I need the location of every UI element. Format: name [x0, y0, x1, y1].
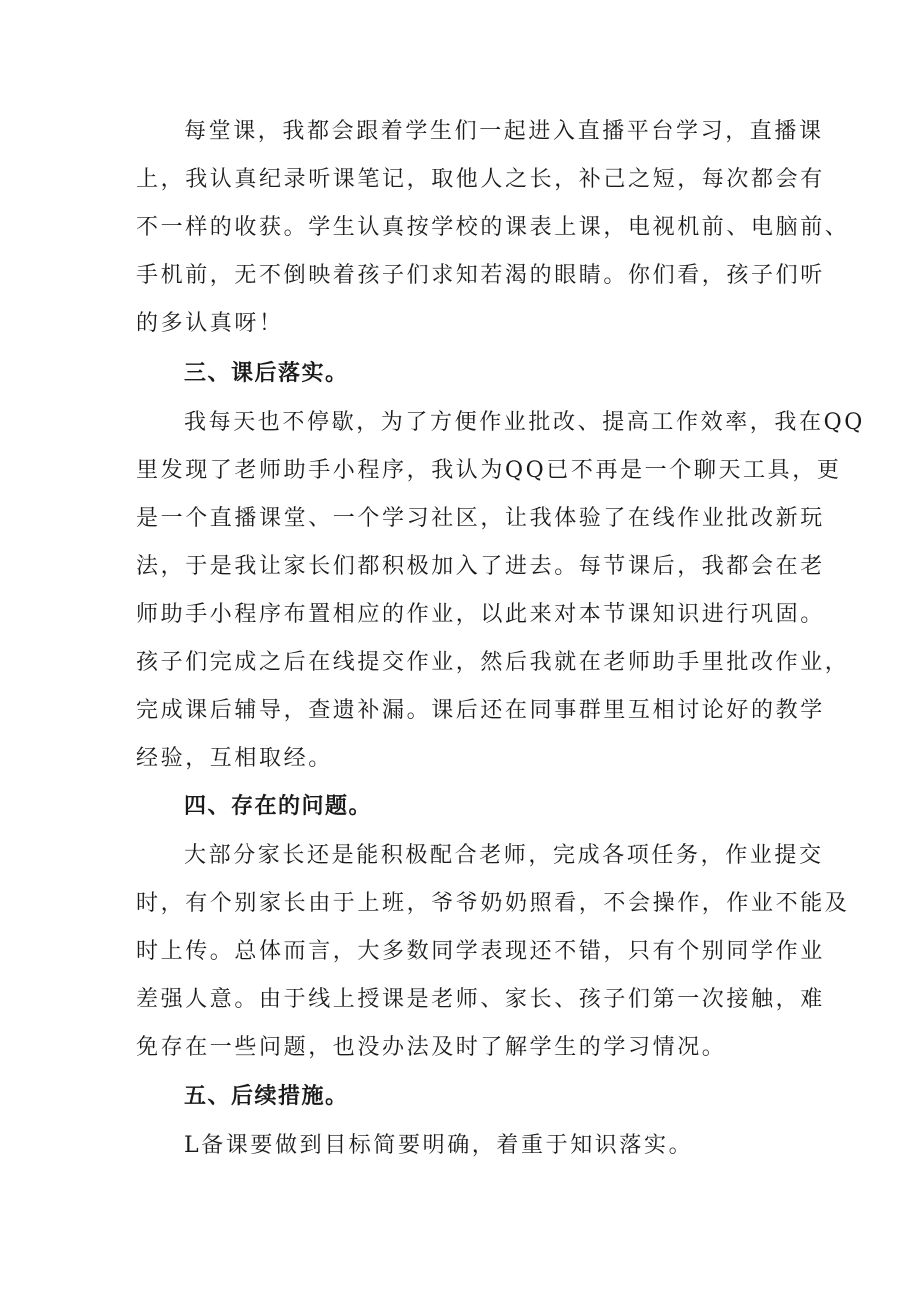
section-heading-4: 四、存在的问题。	[184, 794, 373, 819]
paragraph-line: 法，于是我让家长们都积极加入了进去。每节课后，我都会在老	[136, 554, 825, 579]
paragraph-line: 不一样的收获。学生认真按学校的课表上课，电视机前、电脑前、	[136, 215, 850, 240]
paragraph-line: 的多认真呀！	[136, 311, 284, 336]
paragraph-line: 经验，互相取经。	[136, 746, 333, 771]
paragraph-line: 是一个直播课堂、一个学习社区，让我体验了在线作业批改新玩	[136, 506, 825, 531]
paragraph-line: 孩子们完成之后在线提交作业，然后我就在老师助手里批改作业，	[136, 650, 850, 675]
paragraph-line: 免存在一些问题，也没办法及时了解学生的学习情况。	[136, 1035, 727, 1060]
paragraph-line: 时，有个别家长由于上班，爷爷奶奶照看，不会操作，作业不能及	[136, 891, 850, 916]
paragraph-line: 每堂课，我都会跟着学生们一起进入直播平台学习，直播课	[184, 119, 824, 144]
paragraph-line: 师助手小程序布置相应的作业，以此来对本节课知识进行巩固。	[136, 602, 825, 627]
paragraph-line: L备课要做到目标简要明确，着重于知识落实。	[184, 1133, 694, 1158]
paragraph-line: 上，我认真纪录听课笔记，取他人之长，补己之短，每次都会有	[136, 167, 825, 192]
paragraph-line: 手机前，无不倒映着孩子们求知若渴的眼睛。你们看，孩子们听	[136, 263, 825, 288]
paragraph-line: 差强人意。由于线上授课是老师、家长、孩子们第一次接触，难	[136, 987, 825, 1012]
section-heading-5: 五、后续措施。	[184, 1084, 349, 1109]
paragraph-line: 我每天也不停歇，为了方便作业批改、提高工作效率，我在QQ	[184, 410, 865, 435]
paragraph-line: 时上传。总体而言，大多数同学表现还不错，只有个别同学作业	[136, 939, 825, 964]
paragraph-line: 里发现了老师助手小程序，我认为QQ已不再是一个聊天工具，更	[136, 458, 842, 483]
section-heading-3: 三、课后落实。	[184, 361, 349, 386]
paragraph-line: 完成课后辅导，查遗补漏。课后还在同事群里互相讨论好的教学	[136, 698, 825, 723]
paragraph-line: 大部分家长还是能积极配合老师，完成各项任务，作业提交	[184, 843, 824, 868]
